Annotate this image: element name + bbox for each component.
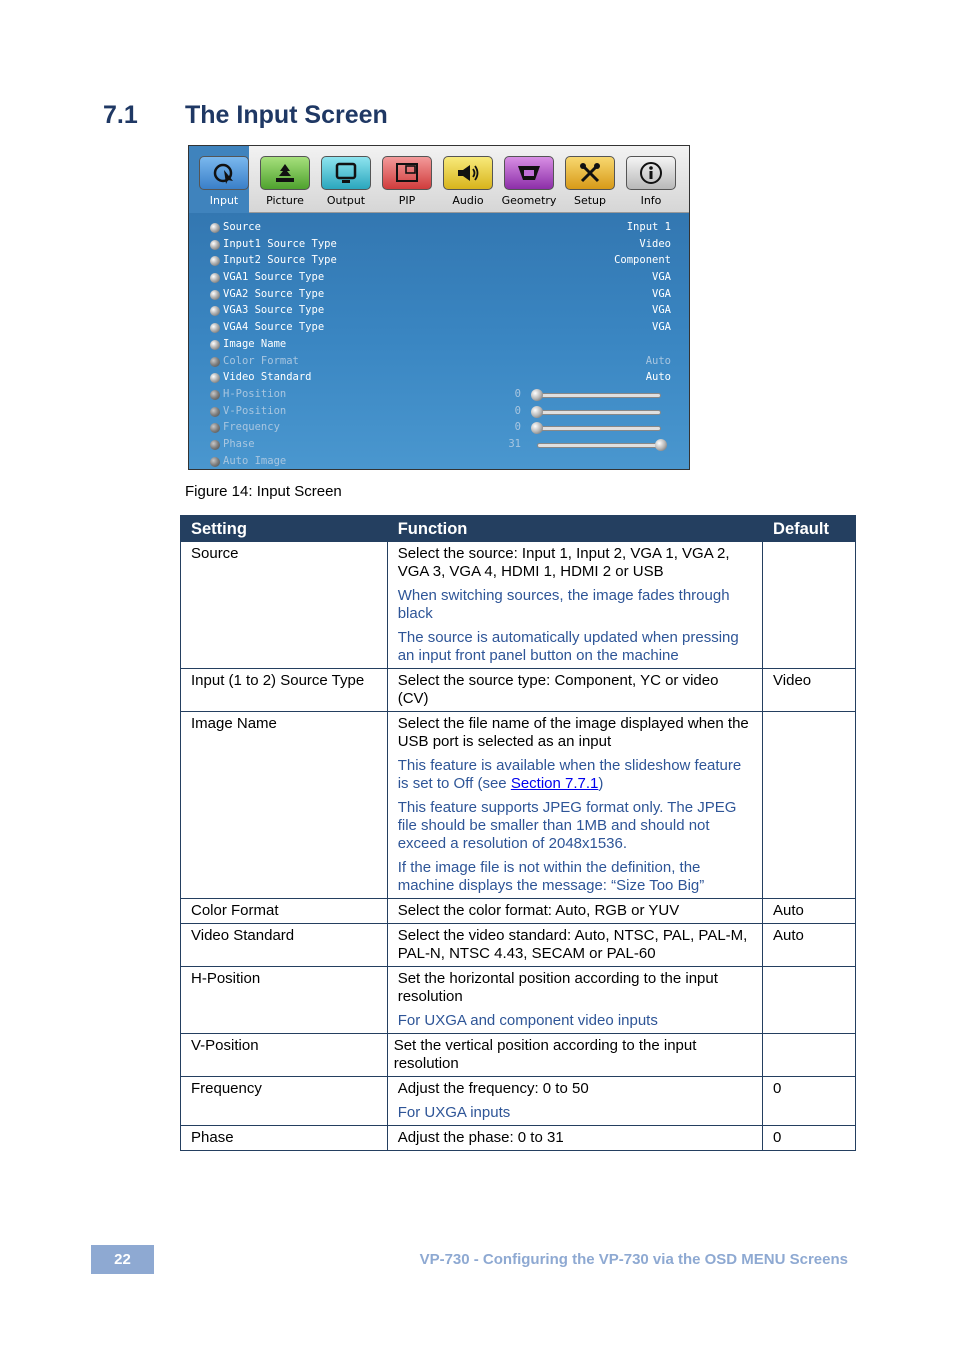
picture-icon [260, 156, 310, 190]
osd-settings-list [189, 220, 689, 470]
input-cursor-icon [199, 156, 249, 190]
cell-default [763, 712, 856, 899]
cell-setting: Source [181, 542, 388, 669]
osd-row-v-position[interactable]: V-Position 0 [189, 404, 689, 421]
bullet-icon [210, 306, 220, 316]
table-row [181, 1034, 856, 1077]
table-row [181, 712, 856, 899]
slider-knob[interactable] [655, 439, 667, 451]
cell-setting: Phase [181, 1126, 388, 1151]
osd-row-phase[interactable]: Phase 31 [189, 437, 689, 454]
bullet-icon [210, 440, 220, 450]
note: The source is automatically updated when pressing an input front panel button on the machine [397, 629, 739, 664]
slider-knob[interactable] [531, 389, 543, 401]
osd-row-auto-image[interactable]: Auto Image [189, 454, 689, 470]
cell-function: Set the horizontal position according to the input resolution For UXGA and component video inputs [387, 967, 762, 1034]
v-position-slider[interactable] [537, 410, 661, 415]
osd-row-vga3-source-type[interactable]: VGA3 Source Type VGA [189, 303, 689, 320]
note: When switching sources, the image fades through black [397, 587, 730, 622]
header-setting: Setting [181, 516, 388, 542]
osd-tab-label: PIP [398, 194, 416, 207]
table-header-row [181, 516, 856, 542]
section-link[interactable]: Section 7.7.1 [510, 775, 599, 792]
note: This feature is available when the slideshow feature is set to Off (see Section 7.7.1) [397, 757, 742, 792]
table-row [181, 967, 856, 1034]
section-title: The Input Screen [185, 101, 388, 129]
osd-tab-label: Audio [452, 194, 484, 207]
cell-default [763, 1034, 856, 1077]
note: For UXGA and component video inputs [397, 1012, 658, 1029]
cell-default: 0 [763, 1077, 856, 1126]
osd-row-frequency[interactable]: Frequency 0 [189, 420, 689, 437]
bullet-icon [210, 390, 220, 400]
pip-icon [382, 156, 432, 190]
osd-row-h-position[interactable]: H-Position 0 [189, 387, 689, 404]
slider-knob[interactable] [531, 422, 543, 434]
osd-menu-bar [189, 146, 689, 213]
osd-row-input1-source-type[interactable]: Input1 Source Type Video [189, 237, 689, 254]
osd-row-color-format: Color Format Auto [189, 354, 689, 371]
table-row [181, 669, 856, 712]
bullet-icon [210, 256, 220, 266]
h-position-slider[interactable] [537, 393, 661, 398]
geometry-icon [504, 156, 554, 190]
bullet-icon [210, 457, 220, 467]
cell-function: Select the file name of the image displayed when the USB port is selected as an input This feature is available when the slideshow feature is set to Off (see Section 7.7.1) This feature supports JPEG format only. The JPEG file should be smaller than 1MB and should not exceed a resolution of 2048x1536. If the image file is not within the definition, the machine displays the message: “Size Too Big” [387, 712, 762, 899]
osd-tab-setup[interactable] [555, 146, 615, 213]
bullet-icon [210, 407, 220, 417]
osd-tab-output[interactable] [311, 146, 371, 213]
osd-tab-pip[interactable] [372, 146, 432, 213]
table-row [181, 924, 856, 967]
osd-tab-audio[interactable] [433, 146, 493, 213]
figure-caption: Figure 14: Input Screen [185, 483, 342, 500]
bullet-icon [210, 340, 220, 350]
bullet-icon [210, 373, 220, 383]
osd-tab-geometry[interactable] [494, 146, 557, 213]
settings-table [180, 515, 856, 1151]
page-number: 22 [91, 1245, 154, 1274]
osd-row-image-name[interactable]: Image Name [189, 337, 689, 354]
cell-default: Auto [763, 899, 856, 924]
cell-setting: Video Standard [181, 924, 388, 967]
cell-function: Set the vertical position according to the input resolution [387, 1034, 762, 1077]
osd-tab-label: Geometry [501, 194, 557, 207]
bullet-icon [210, 273, 220, 283]
bullet-icon [210, 223, 220, 233]
osd-row-vga2-source-type[interactable]: VGA2 Source Type VGA [189, 287, 689, 304]
cell-setting: Color Format [181, 899, 388, 924]
osd-row-video-standard[interactable]: Video Standard Auto [189, 370, 689, 387]
osd-row-vga4-source-type[interactable]: VGA4 Source Type VGA [189, 320, 689, 337]
osd-tab-input[interactable] [189, 146, 249, 213]
osd-tab-label: Input [209, 194, 239, 207]
speaker-icon [443, 156, 493, 190]
bullet-icon [210, 323, 220, 333]
cell-function: Select the video standard: Auto, NTSC, PAL, PAL-M, PAL-N, NTSC 4.43, SECAM or PAL-60 [387, 924, 762, 967]
info-icon [626, 156, 676, 190]
note: For UXGA inputs [397, 1104, 511, 1121]
header-function: Function [387, 516, 762, 542]
cell-default: 0 [763, 1126, 856, 1151]
tools-icon [565, 156, 615, 190]
note: This feature supports JPEG format only. The JPEG file should be smaller than 1MB and should not exceed a resolution of 2048x1536. [397, 799, 737, 852]
cell-function: Select the source type: Component, YC or video (CV) [387, 669, 762, 712]
cell-function: Adjust the phase: 0 to 31 [387, 1126, 762, 1151]
cell-setting: H-Position [181, 967, 388, 1034]
cell-default [763, 542, 856, 669]
bullet-icon [210, 290, 220, 300]
footer-title: VP-730 - Configuring the VP-730 via the OSD MENU Screens [419, 1251, 848, 1268]
phase-slider[interactable] [537, 443, 661, 448]
table-row [181, 542, 856, 669]
note: If the image file is not within the definition, the machine displays the message: “Size Too Big” [397, 859, 705, 894]
monitor-icon [321, 156, 371, 190]
slider-knob[interactable] [531, 406, 543, 418]
osd-tab-label: Output [326, 194, 366, 207]
osd-tab-label: Setup [573, 194, 607, 207]
table-row [181, 899, 856, 924]
bullet-icon [210, 240, 220, 250]
frequency-slider[interactable] [537, 426, 661, 431]
osd-tab-label: Info [640, 194, 662, 207]
cell-function: Select the color format: Auto, RGB or YUV [387, 899, 762, 924]
bullet-icon [210, 423, 220, 433]
cell-function: Adjust the frequency: 0 to 50 For UXGA inputs [387, 1077, 762, 1126]
osd-row-input2-source-type[interactable]: Input2 Source Type Component [189, 253, 689, 270]
osd-tab-info[interactable] [616, 146, 676, 213]
table-row [181, 1126, 856, 1151]
osd-row-vga1-source-type[interactable]: VGA1 Source Type VGA [189, 270, 689, 287]
osd-input-screen [188, 145, 690, 470]
osd-row-source[interactable]: Source Input 1 [189, 220, 689, 237]
cell-default [763, 967, 856, 1034]
bullet-icon [210, 357, 220, 367]
cell-default: Video [763, 669, 856, 712]
cell-function: Select the source: Input 1, Input 2, VGA 1, VGA 2, VGA 3, VGA 4, HDMI 1, HDMI 2 or USB When switching sources, the image fades through black The source is automatically updated when pressing an input front panel button on the machine [387, 542, 762, 669]
osd-tab-label: Picture [266, 194, 304, 207]
cell-default: Auto [763, 924, 856, 967]
cell-setting: Image Name [181, 712, 388, 899]
cell-setting: Frequency [181, 1077, 388, 1126]
section-heading [103, 101, 388, 130]
header-default: Default [763, 516, 856, 542]
section-number: 7.1 [103, 101, 138, 129]
table-row [181, 1077, 856, 1126]
cell-setting: Input (1 to 2) Source Type [181, 669, 388, 712]
cell-setting: V-Position [181, 1034, 388, 1077]
osd-tab-picture[interactable] [250, 146, 310, 213]
